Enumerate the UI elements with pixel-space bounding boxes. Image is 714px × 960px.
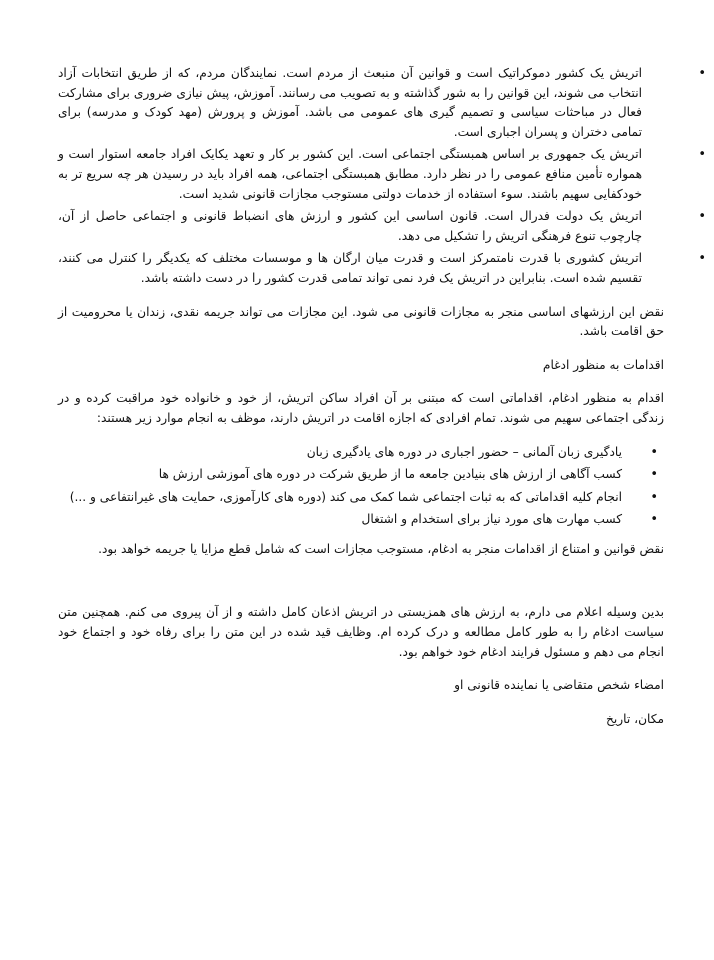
bullet-icon: •: [650, 444, 658, 460]
duty-text: کسب مهارت های مورد نیاز برای استخدام و اشتغال: [361, 512, 622, 527]
principle-text: اتریش یک جمهوری بر اساس همبستگی اجتماعی است. این کشور بر کار و تعهد یکایک افراد جامعه استوار است و همواره تأمین منافع عمومی را در نظر دارد. مطابق همبستگی اجتماعی، همه افراد باید در رسیدن هر چه سریع تر به خودکفایی سهیم باشند. سوء استفاده از خدمات دولتی مستوجب مجازات قانونی شدید است.: [58, 147, 642, 201]
principle-text: اتریش یک کشور دموکراتیک است و قوانین آن منبعث از مردم است. نمایندگان مردم، که از طریق انتخابات آزاد انتخاب می شوند، این قوانین را به شور گذاشته و به تصویب می رسانند. آموزش، پیش نیازی ضروری برای مشارکت فعال در مباحثات سیاسی و تصمیم گیری های عمومی می باشد. آموزش و پرورش (مهد کودک و مدرسه) برای تمامی دختران و پسران اجباری است.: [58, 66, 642, 139]
duty-text: کسب آگاهی از ارزش های بنیادین جامعه ما از طریق شرکت در دوره های آموزشی ارزش ها: [158, 467, 622, 482]
principles-list: [58, 64, 706, 289]
list-item: [58, 64, 706, 142]
list-item: [58, 443, 664, 463]
duties-list: [58, 443, 664, 530]
place-date-label: مکان، تاریخ: [606, 711, 664, 726]
list-item: [58, 145, 706, 204]
penalty-paragraph: نقض قوانین و امتناع از اقدامات منجر به ادغام، مستوجب مجازات است که شامل قطع مزایا یا جریمه خواهد بود.: [98, 541, 664, 556]
list-item: [58, 510, 664, 530]
signature-label: امضاء شخص متقاضی یا نماینده قانونی او: [454, 678, 664, 693]
list-item: [58, 249, 706, 288]
declaration-paragraph: بدین وسیله اعلام می دارم، به ارزش های همزیستی در اتریش اذعان کامل داشته و از آن پیروی می کنم. همچنین متن سیاست ادغام را به طور کامل مطالعه و درک کرده ام. وظایف قید شده در این متن را برای رفاه خود و اجتماع خود انجام می دهم و مسئول فرایند ادغام خود خواهم بود.: [58, 605, 664, 659]
spacer: [58, 567, 664, 603]
integration-intro: اقدام به منظور ادغام، اقداماتی است که مبتنی بر آن افراد ساکن اتریش، از خود و خانواده خود مراقبت کرده و در زندگی اجتماعی سهیم می شوند. تمام افرادی که اجازه اقامت در اتریش دارند، موظف به انجام موارد زیر هستند:: [58, 391, 664, 425]
bullet-icon: •: [650, 489, 658, 505]
bullet-icon: •: [650, 512, 658, 528]
violation-paragraph: نقض این ارزشهای اساسی منجر به مجازات قانونی می شود. این مجازات می تواند جریمه نقدی، زندان یا محرومیت از حق اقامت باشد.: [58, 304, 664, 339]
principle-text: اتریش یک دولت فدرال است. قانون اساسی این کشور و ارزش های انضباط قانونی و اجتماعی حاصل از آن، چارچوب تنوع فرهنگی اتریش را تشکیل می دهد.: [58, 209, 642, 243]
list-item: [58, 465, 664, 485]
bullet-icon: •: [650, 467, 658, 483]
bullet-icon: •: [698, 147, 706, 163]
list-item: [58, 207, 706, 246]
principle-text: اتریش کشوری با قدرت نامتمرکز است و قدرت میان ارگان ها و موسسات مختلف که یکدیگر را کنترل می کنند، تقسیم شده است. بنابراین در اتریش یک فرد نمی تواند تمامی قدرت کشور را در دست داشته باشد.: [58, 251, 642, 285]
bullet-icon: •: [698, 209, 706, 225]
section-heading: اقدامات به منظور ادغام: [542, 357, 664, 372]
bullet-icon: •: [698, 66, 706, 81]
duty-text: انجام کلیه اقداماتی که به ثبات اجتماعی شما کمک می کند (دوره های کارآموزی، حمایت های غیرانتفاعی و ...): [69, 489, 622, 504]
list-item: [58, 488, 664, 508]
duty-text: یادگیری زبان آلمانی – حضور اجباری در دوره های یادگیری زبان: [306, 444, 622, 459]
document-body: [58, 64, 706, 729]
bullet-icon: •: [698, 251, 706, 267]
